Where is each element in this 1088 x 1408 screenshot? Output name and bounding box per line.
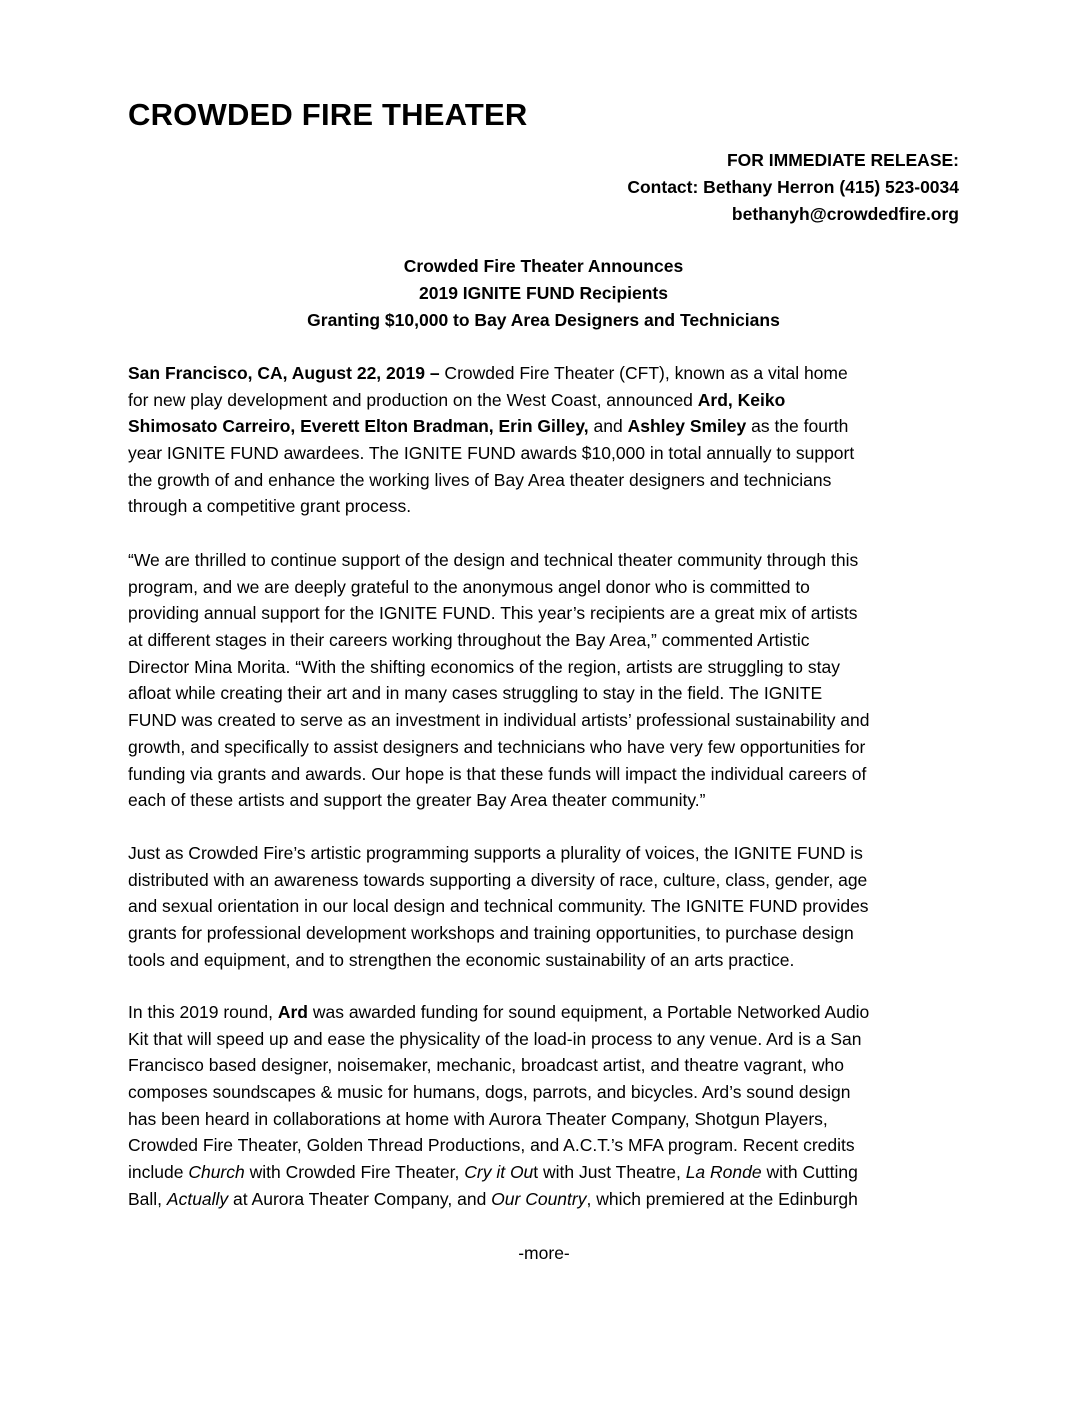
production-title: Our Country bbox=[491, 1188, 587, 1209]
text-line: Ball, Actually at Aurora Theater Company, and Our Country, which premiered at the Edinburgh bbox=[128, 1188, 858, 1209]
text-line: FUND was created to serve as an investment in individual artists’ professional sustainability and bbox=[128, 710, 870, 731]
headline-line: Granting $10,000 to Bay Area Designers and Technicians bbox=[307, 310, 780, 330]
text-line: providing annual support for the IGNITE FUND. This year’s recipients are a great mix of artists bbox=[128, 603, 858, 624]
text-line: composes soundscapes & music for humans, dogs, parrots, and bicycles. Ard’s sound design bbox=[128, 1082, 851, 1103]
text-line: In this 2019 round, Ard was awarded funding for sound equipment, a Portable Networked Audio bbox=[128, 1002, 870, 1022]
text-line: for new play development and production on the West Coast, announced Ard, Keiko bbox=[128, 389, 786, 410]
headline bbox=[128, 253, 959, 334]
awardee-names: Ashley Smiley bbox=[627, 416, 747, 437]
text-line: “We are thrilled to continue support of the design and technical theater community through this bbox=[128, 550, 859, 570]
text-line: Kit that will speed up and ease the physicality of the load-in process to any venue. Ard is a San bbox=[128, 1028, 862, 1049]
text-line: through a competitive grant process. bbox=[128, 496, 412, 517]
text-line: include Church with Crowded Fire Theater, Cry it Out with Just Theatre, La Ronde with Cutting bbox=[128, 1162, 858, 1183]
text-line: and sexual orientation in our local design and technical community. The IGNITE FUND provides bbox=[128, 896, 869, 917]
paragraph-diversity bbox=[128, 840, 968, 973]
text-line: each of these artists and support the greater Bay Area theater community.” bbox=[128, 790, 706, 811]
text-line: Just as Crowded Fire’s artistic programming supports a plurality of voices, the IGNITE FUND is bbox=[128, 843, 863, 863]
paragraph-announcement bbox=[128, 360, 968, 520]
awardee-name: Ard bbox=[277, 1002, 308, 1022]
text-line: Director Mina Morita. “With the shifting economics of the region, artists are struggling to stay bbox=[128, 656, 840, 677]
paragraph-ard bbox=[128, 999, 968, 1213]
text-line: the growth of and enhance the working lives of Bay Area theater designers and technicians bbox=[128, 469, 832, 490]
text-line: growth, and specifically to assist designers and technicians who have very few opportunities for bbox=[128, 736, 866, 757]
text-line: funding via grants and awards. Our hope is that these funds will impact the individual careers of bbox=[128, 763, 867, 784]
production-title: Church bbox=[188, 1162, 245, 1183]
contact-email: bethanyh@crowdedfire.org bbox=[731, 204, 959, 224]
text-line: distributed with an awareness towards supporting a diversity of race, culture, class, gender, age bbox=[128, 869, 868, 890]
text-line: grants for professional development workshops and training opportunities, to purchase design bbox=[128, 923, 854, 944]
continued-marker: -more- bbox=[518, 1243, 570, 1263]
text-line: tools and equipment, and to strengthen the economic sustainability of an arts practice. bbox=[128, 949, 795, 970]
dateline: San Francisco, CA, August 22, 2019 – bbox=[128, 363, 440, 383]
release-contact-block bbox=[627, 147, 959, 228]
headline-line: Crowded Fire Theater Announces bbox=[403, 256, 684, 276]
text-line: at different stages in their careers working throughout the Bay Area,” commented Artistic bbox=[128, 630, 810, 651]
organization-title: CROWDED FIRE THEATER bbox=[128, 97, 528, 132]
text-line: has been heard in collaborations at home with Aurora Theater Company, Shotgun Players, bbox=[128, 1108, 828, 1129]
text-line: Crowded Fire Theater, Golden Thread Productions, and A.C.T.’s MFA program. Recent credits bbox=[128, 1135, 855, 1156]
paragraph-quote bbox=[128, 547, 968, 814]
release-label: FOR IMMEDIATE RELEASE: bbox=[726, 150, 959, 170]
text-line: San Francisco, CA, August 22, 2019 – Crowded Fire Theater (CFT), known as a vital home bbox=[128, 363, 848, 383]
text-line: afloat while creating their art and in many cases struggling to stay in the field. The IGNITE bbox=[128, 683, 823, 704]
text-line: Shimosato Carreiro, Everett Elton Bradman, Erin Gilley, and Ashley Smiley as the fourth bbox=[128, 416, 849, 437]
production-title: La Ronde bbox=[685, 1162, 762, 1183]
headline-line: 2019 IGNITE FUND Recipients bbox=[419, 283, 668, 303]
text-line: program, and we are deeply grateful to the anonymous angel donor who is committed to bbox=[128, 576, 810, 597]
production-title: Cry it Ou bbox=[464, 1162, 534, 1183]
text-line: Francisco based designer, noisemaker, mechanic, broadcast artist, and theatre vagrant, who bbox=[128, 1055, 844, 1076]
text-line: year IGNITE FUND awardees. The IGNITE FUND awards $10,000 in total annually to support bbox=[128, 443, 855, 464]
contact-line: Contact: Bethany Herron (415) 523-0034 bbox=[627, 177, 959, 197]
awardee-names: Ard, Keiko bbox=[697, 389, 786, 410]
production-title: Actually bbox=[166, 1188, 229, 1209]
awardee-names: Shimosato Carreiro, Everett Elton Bradman, Erin Gilley, bbox=[128, 416, 589, 437]
